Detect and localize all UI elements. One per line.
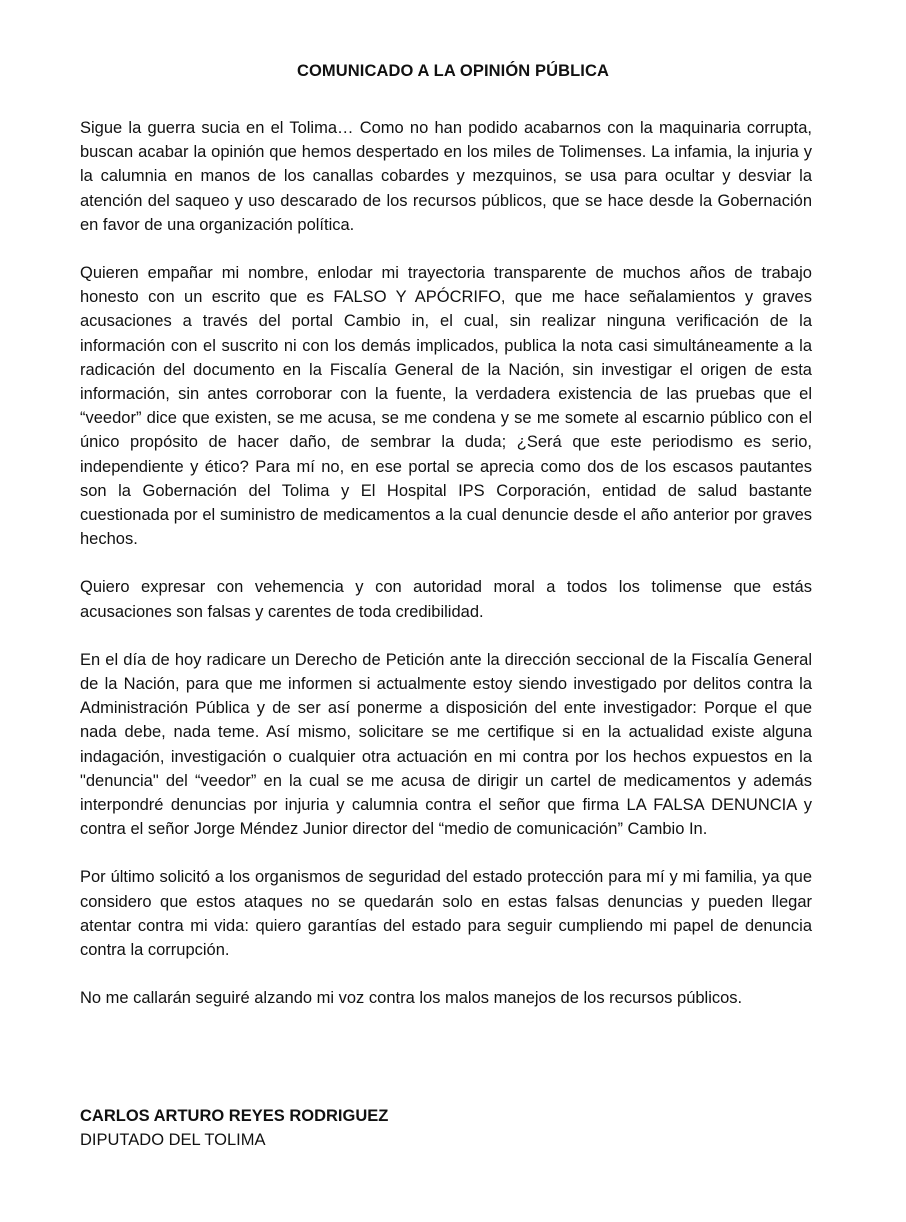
signature-position: DIPUTADO DEL TOLIMA [80, 1131, 266, 1149]
paragraph-6: No me callarán seguiré alzando mi voz contra los malos manejos de los recursos públicos. [80, 989, 743, 1008]
paragraph-1: Sigue la guerra sucia en el Tolima… Como no han podido acabarnos con la maquinaria corrupta, buscan acabar la opinión que hemos despertado en los miles de Tolimenses. La infamia, la injuria y la calumnia en manos de los canallas cobardes y mezquinos, se usa para ocultar y desviar la atención del saqueo y uso descarado de los recursos públicos, que se hace desde la Gobernación en favor de una organización política. [80, 119, 812, 234]
paragraph-3: Quiero expresar con vehemencia y con autoridad moral a todos los tolimense que estás acusaciones son falsas y carentes de toda credibilidad. [80, 578, 812, 621]
document-title: COMUNICADO A LA OPINIÓN PÚBLICA [296, 62, 609, 80]
paragraph-4: En el día de hoy radicare un Derecho de Petición ante la dirección seccional de la Fiscalía General de la Nación, para que me informen si actualmente estoy siendo investigado por delitos contra la Administración Pública y de ser así ponerme a disposición del ente investigador: Porque el que nada debe, nada teme. Así mismo, solicitare se me certifique si en la actualidad existe alguna indagación, investigación o cualquier otra actuación en mi contra por los hechos expuestos en la "denuncia" del “veedor” en la cual se me acusa de dirigir un cartel de medicamentos y además interpondré denuncias por injuria y calumnia contra el señor que firma LA FALSA DENUNCIA y contra el señor Jorge Méndez Junior director del “medio de comunicación” Cambio In. [80, 650, 812, 839]
paragraph-5: Por último solicitó a los organismos de seguridad del estado protección para mí y mi familia, ya que considero que estos ataques no se quedarán solo en estas falsas denuncias y pueden llegar atentar contra mi vida: quiero garantías del estado para seguir cumpliendo mi papel de denuncia contra la corrupción. [80, 868, 812, 960]
signature-block [80, 1104, 388, 1152]
paragraph-2: Quieren empañar mi nombre, enlodar mi trayectoria transparente de muchos años de trabajo honesto con un escrito que es FALSO Y APÓCRIFO, que me hace señalamientos y graves acusaciones a través del portal Cambio in, el cual, sin realizar ninguna verificación de la información con el suscrito ni con los demás implicados, publica la nota casi simultáneamente a la radicación del documento en la Fiscalía General de la Nación, sin investigar el origen de esta información, sin antes corroborar con la fuente, la verdadera existencia de las pruebas que el “veedor” dice que existen, se me acusa, se me condena y se me somete al escarnio público con el único propósito de hacer daño, de sembrar la duda; ¿Será que este periodismo es serio, independiente y ético? Para mí no, en ese portal se aprecia como dos de los escasos pautantes son la Gobernación del Tolima y El Hospital IPS Corporación, entidad de salud bastante cuestionada por el suministro de medicamentos a la cual denuncie desde el año anterior por graves hechos. [80, 264, 812, 549]
signature-name: CARLOS ARTURO REYES RODRIGUEZ [80, 1107, 389, 1125]
document-body [80, 116, 812, 1035]
